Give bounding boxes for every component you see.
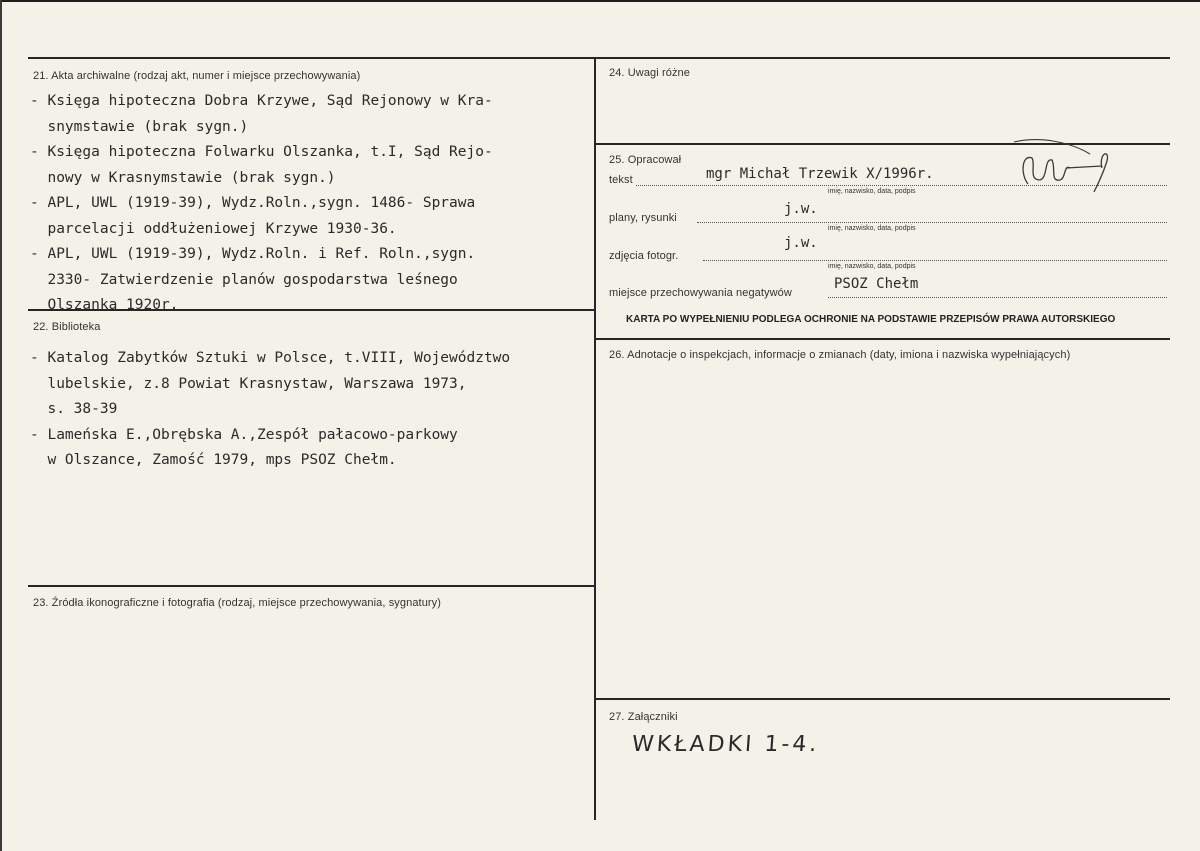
text-line: - Katalog Zabytków Sztuki w Polsce, t.VIII, Województwo — [30, 350, 511, 366]
column-divider — [594, 57, 596, 820]
section-27-label: 27. Załączniki — [609, 711, 678, 723]
text-line: lubelskie, z.8 Powiat Krasnystaw, Warszawa 1973, — [30, 375, 467, 392]
plany-caption: imię, nazwisko, data, podpis — [828, 225, 916, 232]
section-21-label: 21. Akta archiwalne (rodzaj akt, numer i miejsce przechowywania) — [33, 70, 361, 82]
plany-label: plany, rysunki — [609, 212, 677, 224]
tekst-caption: imię, nazwisko, data, podpis — [828, 188, 916, 195]
rule-25-26 — [595, 338, 1170, 340]
section-22-label: 22. Biblioteka — [33, 321, 101, 333]
text-line: - Księga hipoteczna Folwarku Olszanka, t.I, Sąd Rejo- — [30, 144, 493, 160]
section-26-label: 26. Adnotacje o inspekcjach, informacje o zmianach (daty, imiona i nazwiska wypełniających) — [609, 349, 1071, 361]
signature — [1010, 134, 1120, 194]
zdjecia-label: zdjęcia fotogr. — [609, 250, 679, 262]
text-line: snymstawie (brak sygn.) — [30, 118, 249, 135]
rule-26-27 — [595, 698, 1170, 700]
plany-dotted-line — [697, 222, 1167, 223]
sheet-top-edge — [0, 0, 1200, 2]
text-line: - APL, UWL (1919-39), Wydz.Roln.,sygn. 1486- Sprawa — [30, 195, 476, 211]
text-line: Olszanka 1920r. — [30, 297, 179, 313]
section-23-label: 23. Źródła ikonograficzne i fotografia (rodzaj, miejsce przechowywania, sygnatury) — [33, 597, 442, 609]
section-21-text — [30, 89, 493, 319]
text-line: parcelacji oddłużeniowej Krzywe 1930-36. — [30, 220, 397, 237]
zdjecia-dotted-line — [703, 260, 1167, 261]
copyright-notice: KARTA PO WYPEŁNIENIU PODLEGA OCHRONIE NA PODSTAWIE PRZEPISÓW PRAWA AUTORSKIEGO — [626, 314, 1116, 325]
rule-22-23 — [28, 585, 595, 587]
top-rule — [28, 57, 1170, 59]
section-25-label: 25. Opracował — [609, 154, 682, 166]
text-line: s. 38-39 — [30, 401, 118, 417]
section-22-text — [30, 346, 510, 474]
text-line: nowy w Krasnymstawie (brak sygn.) — [30, 169, 336, 186]
text-line: w Olszance, Zamość 1979, mps PSOZ Chełm. — [30, 452, 397, 468]
tekst-value: mgr Michał Trzewik X/1996r. — [706, 166, 934, 182]
sheet-left-edge — [0, 0, 2, 851]
miejsce-value: PSOZ Chełm — [834, 276, 919, 292]
attachments-handwritten: WKŁADKI 1-4. — [631, 732, 821, 757]
plany-value: j.w. — [784, 201, 818, 217]
zdjecia-caption: imię, nazwisko, data, podpis — [828, 263, 916, 270]
text-line: - Lameńska E.,Obrębska A.,Zespół pałacowo-parkowy — [30, 426, 458, 443]
text-line: - Księga hipoteczna Dobra Krzywe, Sąd Rejonowy w Kra- — [30, 93, 493, 109]
miejsce-dotted-line — [828, 297, 1167, 298]
section-24-label: 24. Uwagi różne — [609, 67, 690, 79]
zdjecia-value: j.w. — [784, 235, 818, 251]
tekst-label: tekst — [609, 174, 633, 186]
miejsce-label: miejsce przechowywania negatywów — [609, 287, 792, 299]
text-line: 2330- Zatwierdzenie planów gospodarstwa leśnego — [30, 271, 458, 288]
text-line: - APL, UWL (1919-39), Wydz.Roln. i Ref. Roln.,sygn. — [30, 246, 476, 262]
